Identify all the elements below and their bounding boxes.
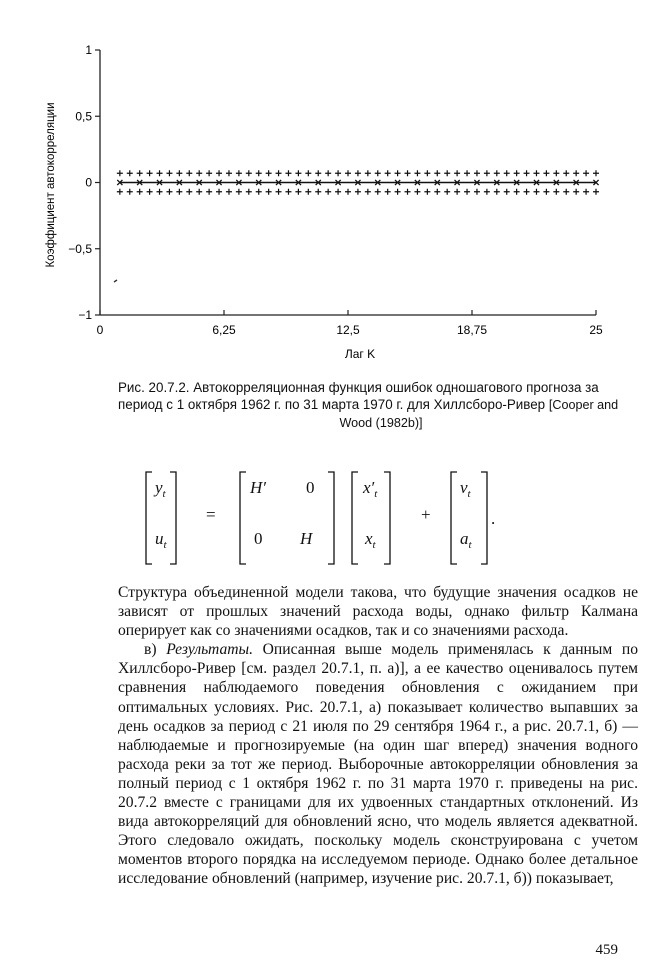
- matrix-zero-top: 0: [306, 478, 315, 497]
- caption-source-b: Wood (1982b)]: [339, 416, 423, 430]
- upper-bound-point: [524, 170, 530, 176]
- matrix-equation: [0, 468, 650, 568]
- svg-text:xt: [364, 529, 377, 551]
- lower-bound-point: [147, 189, 153, 195]
- lower-bound-point: [186, 189, 192, 195]
- upper-bound-point: [157, 170, 163, 176]
- upper-bound-point: [166, 170, 172, 176]
- lower-bound-point: [405, 189, 411, 195]
- upper-bound-point: [563, 170, 569, 176]
- lower-bound-point: [563, 189, 569, 195]
- lower-bound-point: [434, 189, 440, 195]
- state-bracket-right: [384, 472, 390, 564]
- matrix-bracket-right: [328, 472, 334, 564]
- chart-ticks: [68, 43, 603, 337]
- stray-mark: [114, 280, 117, 282]
- x-tick-label: 12,5: [336, 323, 360, 337]
- matrix-bracket-left: [240, 472, 246, 564]
- equation-period: .: [491, 509, 496, 528]
- lower-bound-point: [127, 189, 133, 195]
- upper-bound-point: [504, 170, 510, 176]
- lower-bound-point: [117, 189, 123, 195]
- upper-bound-point: [484, 170, 490, 176]
- lower-bound-point: [355, 189, 361, 195]
- lower-bound-point: [325, 189, 331, 195]
- lower-bound-point: [285, 189, 291, 195]
- state-x-prime: x′: [363, 478, 375, 497]
- upper-bound-point: [454, 170, 460, 176]
- lower-bound-point: [543, 189, 549, 195]
- upper-bound-point: [246, 170, 252, 176]
- lower-bound-point: [484, 189, 490, 195]
- upper-bound-point: [315, 170, 321, 176]
- upper-bound-point: [216, 170, 222, 176]
- lhs-bracket-left: [146, 472, 152, 564]
- noise-a-subscript: t: [468, 539, 472, 551]
- state-x: x: [365, 529, 373, 548]
- upper-bound-point: [176, 170, 182, 176]
- lower-bound-point: [137, 189, 143, 195]
- upper-bound-point: [335, 170, 341, 176]
- upper-bound-point: [424, 170, 430, 176]
- lhs-bracket-right: [170, 472, 176, 564]
- lower-bound-point: [315, 189, 321, 195]
- lower-bound-point: [573, 189, 579, 195]
- y-tick-label: 0,5: [75, 109, 92, 124]
- autocorrelation-figure: [0, 0, 650, 375]
- lower-bound-point: [196, 189, 202, 195]
- upper-bound-point: [533, 170, 539, 176]
- lower-bound-point: [216, 189, 222, 195]
- x-tick-label: 18,75: [456, 323, 488, 337]
- lower-bound-point: [365, 189, 371, 195]
- upper-bound-point: [295, 170, 301, 176]
- upper-bound-point: [494, 170, 500, 176]
- upper-bound-point: [474, 170, 480, 176]
- y-tick-label: −1: [78, 308, 92, 322]
- plus-sign: +: [421, 505, 431, 524]
- upper-bound-point: [434, 170, 440, 176]
- state-bracket-left: [352, 472, 358, 564]
- upper-bound-point: [365, 170, 371, 176]
- lower-bound-point: [474, 189, 480, 195]
- noise-v: v: [460, 478, 468, 497]
- paragraph-structure: Структура объединенной модели такова, что будущие значения осадков не зависят от прошлых значений расхода воды, однако фильтр Калмана оперирует как со значениями осадков, так и со значениями расхода.: [118, 584, 638, 640]
- svg-text:yt: [153, 478, 167, 500]
- x-tick-label: 0: [96, 323, 104, 337]
- upper-bound-point: [514, 170, 520, 176]
- upper-bound-point: [593, 170, 599, 176]
- lower-bound-point: [256, 189, 262, 195]
- figure-caption: [118, 379, 644, 432]
- upper-bound-point: [147, 170, 153, 176]
- upper-bound-point: [186, 170, 192, 176]
- lower-bound-point: [395, 189, 401, 195]
- state-x-prime-subscript: t: [374, 488, 378, 500]
- results-text: Описанная выше модель применялась к данным по Хиллсборо-Ривер [см. раздел 20.7.1, п. а)], а ее качество оценивалось путем сравнения наблюдаемого поведения обновления с ожиданием при оптимальных условиях. Рис. 20.7.1, а) показывает количество выпавших за день осадков за период с 21 июля по 29 сентября 1964 г., а рис. 20.7.1, б) — наблюдаемые и прогнозируемые (на один шаг вперед) значения водного расхода реки за тот же период. Выборочные автокорреляции обновления за полный период с 1 октября 1962 г. по 31 марта 1970 г. приведены на рис. 20.7.2 вместе с границами для их удвоенных стандартных отклонений. Из вида автокорреляций для обновлений ясно, что модель является адекватной. Этого следовало ожидать, поскольку модель сконструирована с учетом моментов второго порядка на исследуемом периоде. Однако более детальное исследование обновлений (например, изучение рис. 20.7.1, б)) показывает,: [118, 641, 638, 888]
- lower-bound-point: [166, 189, 172, 195]
- lower-bound-point: [176, 189, 182, 195]
- upper-bound-point: [355, 170, 361, 176]
- svg-text:vt: [460, 478, 472, 500]
- upper-bound-point: [444, 170, 450, 176]
- chart-marks: [117, 170, 599, 195]
- lower-bound-point: [494, 189, 500, 195]
- lower-bound-point: [345, 189, 351, 195]
- body-text: [118, 583, 638, 889]
- lower-bound-point: [295, 189, 301, 195]
- upper-bound-point: [196, 170, 202, 176]
- lower-bound-point: [593, 189, 599, 195]
- upper-bound-point: [127, 170, 133, 176]
- lower-bound-point: [454, 189, 460, 195]
- matrix-equation-svg: [0, 468, 650, 568]
- matrix-zero-bottom: 0: [254, 529, 263, 548]
- upper-bound-point: [385, 170, 391, 176]
- lower-bound-point: [524, 189, 530, 195]
- noise-a: a: [460, 529, 469, 548]
- svg-text:ut: [155, 529, 168, 551]
- lower-bound-point: [424, 189, 430, 195]
- upper-bound-point: [345, 170, 351, 176]
- upper-bound-point: [226, 170, 232, 176]
- upper-bound-point: [117, 170, 123, 176]
- state-x-subscript: t: [372, 539, 376, 551]
- upper-bound-point: [285, 170, 291, 176]
- lower-bound-point: [305, 189, 311, 195]
- lower-bound-point: [236, 189, 242, 195]
- lhs-u-subscript: t: [163, 539, 167, 551]
- upper-bound-point: [405, 170, 411, 176]
- upper-bound-point: [256, 170, 262, 176]
- lower-bound-point: [533, 189, 539, 195]
- lower-bound-point: [414, 189, 420, 195]
- upper-bound-point: [325, 170, 331, 176]
- upper-bound-point: [543, 170, 549, 176]
- results-label: в): [144, 641, 157, 659]
- caption-main: Рис. 20.7.2. Автокорреляционная функция ошибок одношагового прогноза за период с 1 октября 1962 г. по 31 марта 1970 г. для Хиллсборо-Ривер: [118, 380, 599, 412]
- equals-sign: =: [206, 505, 216, 524]
- x-tick-label: 6,25: [212, 323, 236, 337]
- svg-text:x′t: [362, 478, 378, 500]
- lower-bound-point: [226, 189, 232, 195]
- upper-bound-point: [553, 170, 559, 176]
- upper-bound-point: [206, 170, 212, 176]
- lhs-y: y: [155, 478, 163, 497]
- lower-bound-point: [583, 189, 589, 195]
- upper-bound-point: [583, 170, 589, 176]
- x-axis-label: Лаг K: [344, 347, 376, 361]
- lower-bound-point: [266, 189, 272, 195]
- noise-bracket-left: [451, 472, 457, 564]
- y-tick-label: 0: [85, 175, 92, 190]
- lower-bound-point: [464, 189, 470, 195]
- y-tick-label: −0,5: [68, 241, 92, 256]
- svg-text:at: [460, 529, 473, 551]
- lower-bound-point: [246, 189, 252, 195]
- results-heading: Результаты.: [166, 641, 254, 659]
- lower-bound-point: [385, 189, 391, 195]
- upper-bound-point: [276, 170, 282, 176]
- lower-bound-point: [157, 189, 163, 195]
- caption-source-a: [Cooper and: [548, 398, 619, 412]
- matrix-h-prime: H′: [250, 478, 266, 497]
- lower-bound-point: [504, 189, 510, 195]
- x-tick-label: 25: [589, 323, 603, 337]
- lower-bound-point: [444, 189, 450, 195]
- lower-bound-point: [375, 189, 381, 195]
- paragraph-results: [118, 640, 638, 888]
- lower-bound-point: [276, 189, 282, 195]
- upper-bound-point: [414, 170, 420, 176]
- upper-bound-point: [395, 170, 401, 176]
- matrix-h: H: [300, 529, 313, 548]
- page-number: 459: [595, 942, 618, 958]
- lower-bound-point: [553, 189, 559, 195]
- noise-bracket-right: [481, 472, 487, 564]
- lower-bound-point: [335, 189, 341, 195]
- y-axis-label: Коэффициент автокорреляции: [45, 102, 57, 268]
- upper-bound-point: [266, 170, 272, 176]
- upper-bound-point: [464, 170, 470, 176]
- upper-bound-point: [137, 170, 143, 176]
- upper-bound-point: [573, 170, 579, 176]
- lower-bound-point: [514, 189, 520, 195]
- upper-bound-point: [305, 170, 311, 176]
- autocorrelation-chart: [0, 0, 650, 375]
- lhs-y-subscript: t: [162, 488, 166, 500]
- lhs-u: u: [155, 529, 164, 548]
- upper-bound-point: [236, 170, 242, 176]
- y-tick-label: 1: [85, 43, 92, 57]
- lower-bound-point: [206, 189, 212, 195]
- upper-bound-point: [375, 170, 381, 176]
- noise-v-subscript: t: [467, 488, 471, 500]
